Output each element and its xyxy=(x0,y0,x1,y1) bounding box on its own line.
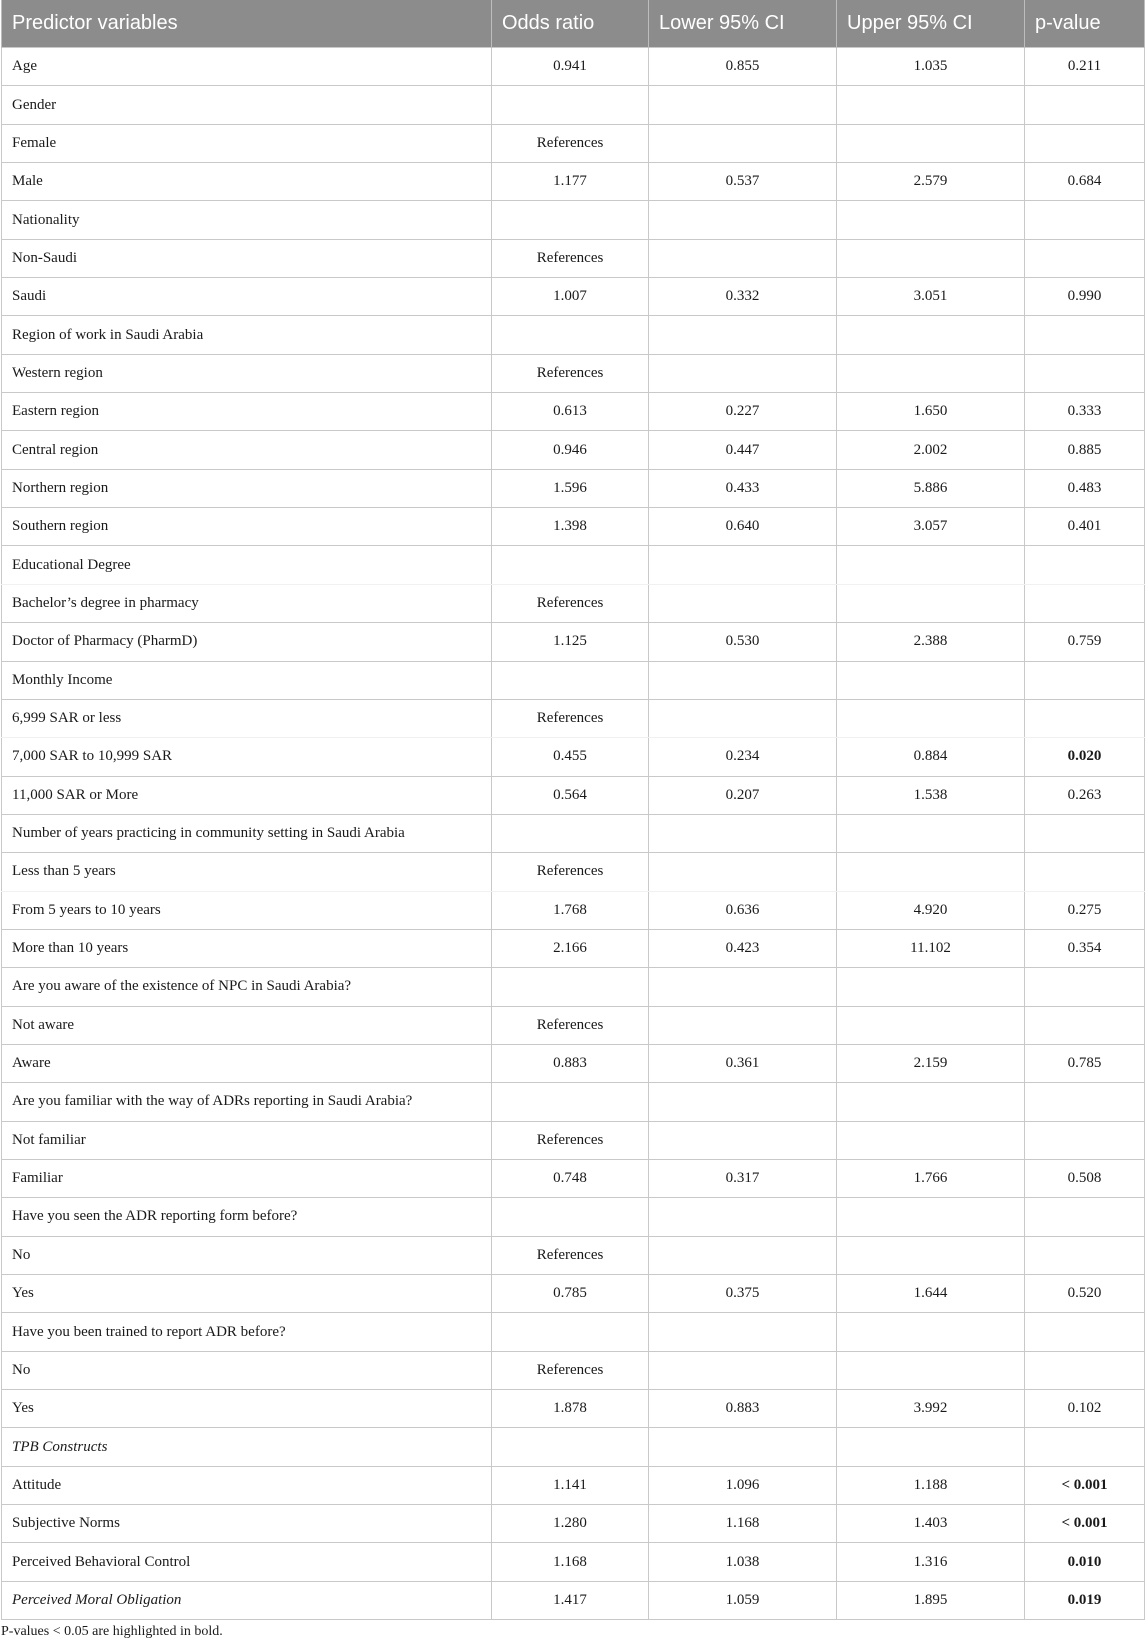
row-label-cell: Non-Saudi xyxy=(2,239,492,277)
table-row xyxy=(2,1083,1145,1121)
table-row xyxy=(2,1466,1145,1504)
odds-ratio-cell: 1.007 xyxy=(492,278,649,316)
odds-ratio-cell xyxy=(492,1428,649,1466)
table-row xyxy=(2,776,1145,814)
lower-ci-cell: 0.433 xyxy=(649,469,837,507)
p-value-cell xyxy=(1025,584,1145,622)
upper-ci-cell xyxy=(837,1351,1025,1389)
table-row xyxy=(2,623,1145,661)
lower-ci-cell xyxy=(649,124,837,162)
row-label-cell: Western region xyxy=(2,354,492,392)
lower-ci-cell: 0.640 xyxy=(649,508,837,546)
upper-ci-cell xyxy=(837,1121,1025,1159)
odds-ratio-cell: References xyxy=(492,1351,649,1389)
upper-ci-cell xyxy=(837,1236,1025,1274)
table-row xyxy=(2,124,1145,162)
p-value-cell: 0.759 xyxy=(1025,623,1145,661)
p-value-cell xyxy=(1025,968,1145,1006)
row-label-cell: Doctor of Pharmacy (PharmD) xyxy=(2,623,492,661)
upper-ci-cell xyxy=(837,699,1025,737)
p-value-cell xyxy=(1025,699,1145,737)
p-value-cell xyxy=(1025,1351,1145,1389)
odds-ratio-cell: References xyxy=(492,699,649,737)
lower-ci-cell xyxy=(649,86,837,124)
p-value-cell xyxy=(1025,124,1145,162)
lower-ci-cell xyxy=(649,546,837,584)
row-label-cell: Age xyxy=(2,48,492,86)
table-row xyxy=(2,968,1145,1006)
odds-ratio-cell xyxy=(492,968,649,1006)
lower-ci-cell xyxy=(649,814,837,852)
odds-ratio-cell: 1.141 xyxy=(492,1466,649,1504)
upper-ci-cell xyxy=(837,1313,1025,1351)
lower-ci-cell: 0.537 xyxy=(649,163,837,201)
p-value-cell: < 0.001 xyxy=(1025,1466,1145,1504)
table-header-row xyxy=(2,0,1145,48)
row-label-cell: TPB Constructs xyxy=(2,1428,492,1466)
odds-ratio-cell xyxy=(492,316,649,354)
row-label-cell: Number of years practicing in community setting in Saudi Arabia xyxy=(2,814,492,852)
table-row xyxy=(2,1159,1145,1197)
upper-ci-cell xyxy=(837,1083,1025,1121)
row-label-cell: Have you seen the ADR reporting form before? xyxy=(2,1198,492,1236)
p-value-cell xyxy=(1025,1198,1145,1236)
lower-ci-cell xyxy=(649,853,837,891)
lower-ci-cell xyxy=(649,201,837,239)
odds-ratio-cell: 0.748 xyxy=(492,1159,649,1197)
row-label-cell: Southern region xyxy=(2,508,492,546)
p-value-cell xyxy=(1025,201,1145,239)
lower-ci-cell: 0.332 xyxy=(649,278,837,316)
p-value-cell: 0.520 xyxy=(1025,1275,1145,1313)
upper-ci-cell xyxy=(837,316,1025,354)
row-label-cell: More than 10 years xyxy=(2,929,492,967)
upper-ci-cell xyxy=(837,814,1025,852)
table-row xyxy=(2,814,1145,852)
table-row xyxy=(2,393,1145,431)
table-row xyxy=(2,1275,1145,1313)
odds-ratio-cell: 0.946 xyxy=(492,431,649,469)
lower-ci-cell xyxy=(649,239,837,277)
odds-ratio-cell: 1.878 xyxy=(492,1390,649,1428)
table-row xyxy=(2,1581,1145,1619)
lower-ci-cell: 0.883 xyxy=(649,1390,837,1428)
table-row xyxy=(2,508,1145,546)
p-value-cell xyxy=(1025,814,1145,852)
p-value-cell xyxy=(1025,1006,1145,1044)
p-value-cell: 0.483 xyxy=(1025,469,1145,507)
odds-ratio-cell: 1.280 xyxy=(492,1505,649,1543)
lower-ci-cell xyxy=(649,1313,837,1351)
table-row xyxy=(2,1006,1145,1044)
row-label-cell: From 5 years to 10 years xyxy=(2,891,492,929)
row-label-cell: Nationality xyxy=(2,201,492,239)
upper-ci-cell: 1.650 xyxy=(837,393,1025,431)
odds-ratio-cell: References xyxy=(492,584,649,622)
table-row xyxy=(2,1543,1145,1581)
p-value-cell: 0.885 xyxy=(1025,431,1145,469)
p-value-cell xyxy=(1025,1083,1145,1121)
lower-ci-cell xyxy=(649,1006,837,1044)
table-row xyxy=(2,584,1145,622)
upper-ci-cell xyxy=(837,546,1025,584)
p-value-cell: 0.508 xyxy=(1025,1159,1145,1197)
row-label-cell: Gender xyxy=(2,86,492,124)
odds-ratio-cell xyxy=(492,86,649,124)
odds-ratio-cell: 1.768 xyxy=(492,891,649,929)
odds-ratio-cell: References xyxy=(492,1121,649,1159)
row-label-cell: Eastern region xyxy=(2,393,492,431)
p-value-cell xyxy=(1025,1428,1145,1466)
p-value-cell xyxy=(1025,86,1145,124)
p-value-cell: 0.275 xyxy=(1025,891,1145,929)
upper-ci-cell: 2.388 xyxy=(837,623,1025,661)
row-label-cell: Central region xyxy=(2,431,492,469)
row-label-cell: Are you familiar with the way of ADRs reporting in Saudi Arabia? xyxy=(2,1083,492,1121)
odds-ratio-cell: 0.455 xyxy=(492,738,649,776)
lower-ci-cell xyxy=(649,1428,837,1466)
odds-ratio-cell: 1.417 xyxy=(492,1581,649,1619)
table-row xyxy=(2,891,1145,929)
odds-ratio-cell xyxy=(492,201,649,239)
lower-ci-cell: 0.375 xyxy=(649,1275,837,1313)
table-row xyxy=(2,86,1145,124)
lower-ci-cell: 0.227 xyxy=(649,393,837,431)
upper-ci-cell xyxy=(837,661,1025,699)
p-value-cell xyxy=(1025,1236,1145,1274)
odds-ratio-cell xyxy=(492,1083,649,1121)
p-value-cell: 0.785 xyxy=(1025,1044,1145,1082)
lower-ci-cell xyxy=(649,699,837,737)
p-value-cell xyxy=(1025,239,1145,277)
row-label-cell: 11,000 SAR or More xyxy=(2,776,492,814)
row-label-cell: Male xyxy=(2,163,492,201)
upper-ci-cell xyxy=(837,1198,1025,1236)
header-odds-ratio: Odds ratio xyxy=(492,0,649,48)
odds-ratio-cell: 1.177 xyxy=(492,163,649,201)
upper-ci-cell: 3.992 xyxy=(837,1390,1025,1428)
row-label-cell: Female xyxy=(2,124,492,162)
table-row xyxy=(2,354,1145,392)
row-label-cell: Not aware xyxy=(2,1006,492,1044)
table-row xyxy=(2,1505,1145,1543)
row-label-cell: Are you aware of the existence of NPC in Saudi Arabia? xyxy=(2,968,492,1006)
odds-ratio-cell: References xyxy=(492,1236,649,1274)
row-label-cell: Yes xyxy=(2,1275,492,1313)
odds-ratio-cell: References xyxy=(492,354,649,392)
table-row xyxy=(2,699,1145,737)
upper-ci-cell xyxy=(837,354,1025,392)
upper-ci-cell: 5.886 xyxy=(837,469,1025,507)
table-row xyxy=(2,1351,1145,1389)
upper-ci-cell: 1.538 xyxy=(837,776,1025,814)
p-value-cell: 0.354 xyxy=(1025,929,1145,967)
row-label-cell: Perceived Behavioral Control xyxy=(2,1543,492,1581)
table-row xyxy=(2,1390,1145,1428)
odds-ratio-cell xyxy=(492,1313,649,1351)
upper-ci-cell: 1.403 xyxy=(837,1505,1025,1543)
lower-ci-cell xyxy=(649,661,837,699)
table-row xyxy=(2,1121,1145,1159)
lower-ci-cell: 1.168 xyxy=(649,1505,837,1543)
odds-ratio-cell: 0.883 xyxy=(492,1044,649,1082)
odds-ratio-cell: References xyxy=(492,853,649,891)
p-value-cell xyxy=(1025,661,1145,699)
table-row xyxy=(2,431,1145,469)
table-row xyxy=(2,469,1145,507)
p-value-cell: 0.263 xyxy=(1025,776,1145,814)
row-label-cell: Familiar xyxy=(2,1159,492,1197)
lower-ci-cell: 0.361 xyxy=(649,1044,837,1082)
row-label-cell: Have you been trained to report ADR before? xyxy=(2,1313,492,1351)
lower-ci-cell: 0.423 xyxy=(649,929,837,967)
upper-ci-cell: 1.644 xyxy=(837,1275,1025,1313)
lower-ci-cell: 0.234 xyxy=(649,738,837,776)
table-row xyxy=(2,163,1145,201)
row-label-cell: Bachelor’s degree in pharmacy xyxy=(2,584,492,622)
row-label-cell: Region of work in Saudi Arabia xyxy=(2,316,492,354)
odds-ratio-cell: 1.398 xyxy=(492,508,649,546)
row-label-cell: Perceived Moral Obligation xyxy=(2,1581,492,1619)
p-value-cell xyxy=(1025,1121,1145,1159)
lower-ci-cell xyxy=(649,354,837,392)
upper-ci-cell: 4.920 xyxy=(837,891,1025,929)
odds-ratio-cell xyxy=(492,814,649,852)
row-label-cell: Not familiar xyxy=(2,1121,492,1159)
upper-ci-cell: 1.188 xyxy=(837,1466,1025,1504)
row-label-cell: Northern region xyxy=(2,469,492,507)
p-value-cell: 0.684 xyxy=(1025,163,1145,201)
upper-ci-cell xyxy=(837,1006,1025,1044)
odds-ratio-cell: 1.168 xyxy=(492,1543,649,1581)
table-row xyxy=(2,661,1145,699)
upper-ci-cell: 3.051 xyxy=(837,278,1025,316)
p-value-cell xyxy=(1025,853,1145,891)
upper-ci-cell: 2.579 xyxy=(837,163,1025,201)
table-row xyxy=(2,278,1145,316)
lower-ci-cell xyxy=(649,1351,837,1389)
header-predictor-variables: Predictor variables xyxy=(2,0,492,48)
row-label-cell: Yes xyxy=(2,1390,492,1428)
table-row xyxy=(2,738,1145,776)
upper-ci-cell xyxy=(837,86,1025,124)
row-label-cell: Less than 5 years xyxy=(2,853,492,891)
p-value-cell: 0.401 xyxy=(1025,508,1145,546)
p-value-cell xyxy=(1025,1313,1145,1351)
odds-ratio-cell: 0.564 xyxy=(492,776,649,814)
upper-ci-cell: 11.102 xyxy=(837,929,1025,967)
table-footnote: P-values < 0.05 are highlighted in bold. xyxy=(1,1624,223,1640)
p-value-cell: 0.010 xyxy=(1025,1543,1145,1581)
p-value-cell xyxy=(1025,354,1145,392)
table-row xyxy=(2,1428,1145,1466)
odds-ratio-cell: 1.125 xyxy=(492,623,649,661)
lower-ci-cell xyxy=(649,1236,837,1274)
odds-ratio-cell: 1.596 xyxy=(492,469,649,507)
upper-ci-cell: 2.002 xyxy=(837,431,1025,469)
lower-ci-cell: 0.530 xyxy=(649,623,837,661)
odds-ratio-table xyxy=(1,0,1145,1620)
row-label-cell: Educational Degree xyxy=(2,546,492,584)
lower-ci-cell xyxy=(649,316,837,354)
p-value-cell: 0.020 xyxy=(1025,738,1145,776)
upper-ci-cell xyxy=(837,239,1025,277)
odds-ratio-cell: 2.166 xyxy=(492,929,649,967)
upper-ci-cell xyxy=(837,124,1025,162)
row-label-cell: No xyxy=(2,1351,492,1389)
p-value-cell: 0.211 xyxy=(1025,48,1145,86)
upper-ci-cell xyxy=(837,584,1025,622)
lower-ci-cell: 0.855 xyxy=(649,48,837,86)
odds-ratio-cell: 0.941 xyxy=(492,48,649,86)
lower-ci-cell xyxy=(649,1121,837,1159)
upper-ci-cell xyxy=(837,853,1025,891)
lower-ci-cell: 1.038 xyxy=(649,1543,837,1581)
table-row xyxy=(2,239,1145,277)
upper-ci-cell: 1.895 xyxy=(837,1581,1025,1619)
odds-ratio-cell: References xyxy=(492,124,649,162)
odds-ratio-cell xyxy=(492,546,649,584)
lower-ci-cell xyxy=(649,584,837,622)
lower-ci-cell: 0.447 xyxy=(649,431,837,469)
lower-ci-cell: 0.317 xyxy=(649,1159,837,1197)
odds-ratio-cell: References xyxy=(492,239,649,277)
upper-ci-cell xyxy=(837,1428,1025,1466)
row-label-cell: Attitude xyxy=(2,1466,492,1504)
lower-ci-cell: 1.096 xyxy=(649,1466,837,1504)
p-value-cell xyxy=(1025,546,1145,584)
lower-ci-cell: 0.636 xyxy=(649,891,837,929)
odds-ratio-cell: 0.613 xyxy=(492,393,649,431)
table-row xyxy=(2,546,1145,584)
upper-ci-cell xyxy=(837,201,1025,239)
header-lower-ci: Lower 95% CI xyxy=(649,0,837,48)
row-label-cell: 6,999 SAR or less xyxy=(2,699,492,737)
table-row xyxy=(2,1313,1145,1351)
p-value-cell: 0.102 xyxy=(1025,1390,1145,1428)
row-label-cell: No xyxy=(2,1236,492,1274)
upper-ci-cell: 3.057 xyxy=(837,508,1025,546)
upper-ci-cell: 1.766 xyxy=(837,1159,1025,1197)
lower-ci-cell xyxy=(649,1083,837,1121)
p-value-cell: 0.333 xyxy=(1025,393,1145,431)
odds-ratio-cell xyxy=(492,661,649,699)
lower-ci-cell xyxy=(649,968,837,1006)
table-row xyxy=(2,48,1145,86)
header-upper-ci: Upper 95% CI xyxy=(837,0,1025,48)
table-row xyxy=(2,316,1145,354)
row-label-cell: Subjective Norms xyxy=(2,1505,492,1543)
p-value-cell: < 0.001 xyxy=(1025,1505,1145,1543)
upper-ci-cell: 1.316 xyxy=(837,1543,1025,1581)
row-label-cell: Saudi xyxy=(2,278,492,316)
upper-ci-cell xyxy=(837,968,1025,1006)
upper-ci-cell: 1.035 xyxy=(837,48,1025,86)
table-row xyxy=(2,929,1145,967)
odds-ratio-cell xyxy=(492,1198,649,1236)
row-label-cell: Aware xyxy=(2,1044,492,1082)
p-value-cell xyxy=(1025,316,1145,354)
table-row xyxy=(2,1236,1145,1274)
table-row xyxy=(2,1044,1145,1082)
odds-ratio-cell: 0.785 xyxy=(492,1275,649,1313)
header-p-value: p-value xyxy=(1025,0,1145,48)
upper-ci-cell: 0.884 xyxy=(837,738,1025,776)
table-row xyxy=(2,853,1145,891)
lower-ci-cell xyxy=(649,1198,837,1236)
lower-ci-cell: 0.207 xyxy=(649,776,837,814)
odds-ratio-cell: References xyxy=(492,1006,649,1044)
row-label-cell: 7,000 SAR to 10,999 SAR xyxy=(2,738,492,776)
table-body xyxy=(2,48,1145,1620)
p-value-cell: 0.019 xyxy=(1025,1581,1145,1619)
row-label-cell: Monthly Income xyxy=(2,661,492,699)
upper-ci-cell: 2.159 xyxy=(837,1044,1025,1082)
table-row xyxy=(2,201,1145,239)
lower-ci-cell: 1.059 xyxy=(649,1581,837,1619)
table-row xyxy=(2,1198,1145,1236)
p-value-cell: 0.990 xyxy=(1025,278,1145,316)
